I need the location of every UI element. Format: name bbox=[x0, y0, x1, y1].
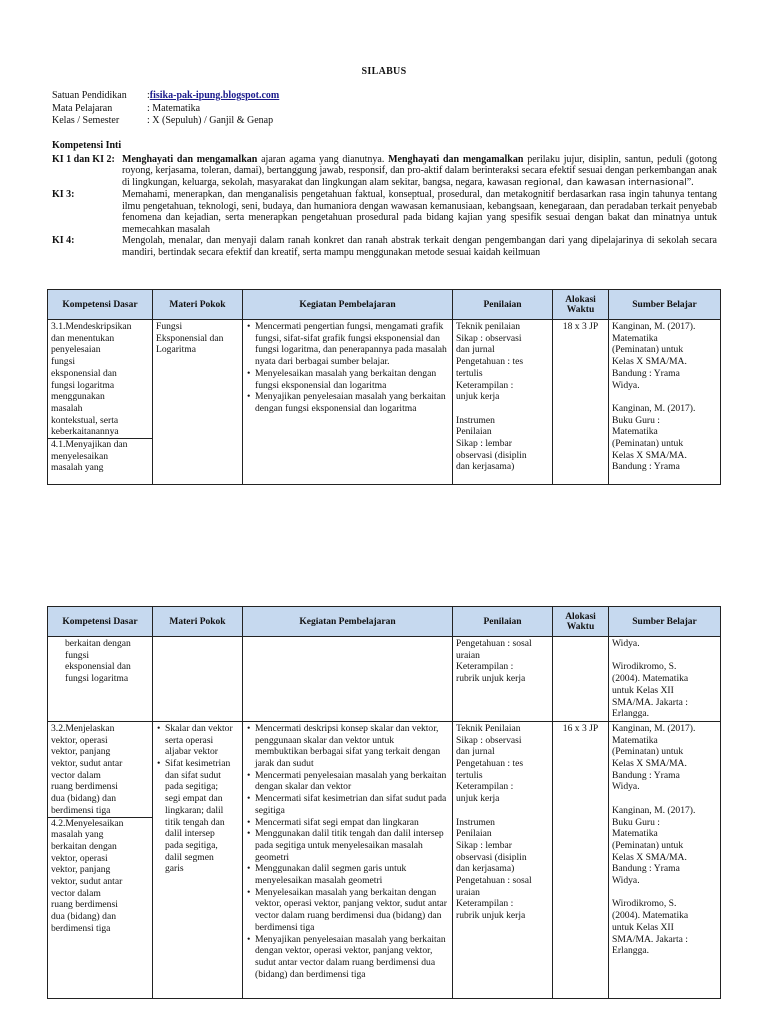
text-line: vector dalam bbox=[51, 887, 101, 899]
text-line: Keterampilan : bbox=[456, 898, 514, 910]
ki-text-part: regional, dan kawasan internasional bbox=[524, 177, 687, 188]
text-line: Erlangga. bbox=[612, 708, 650, 720]
text-line: Fungsi bbox=[156, 321, 183, 332]
table-row bbox=[48, 721, 721, 998]
text-line: dan kerjasama) bbox=[456, 461, 515, 473]
ki-text: Memahami, menerapkan, dan menganalisis pengetahuan faktual, konseptual, prosedural, dan metakognitif berdasarkan rasa ingin tahunya tentang ilmu pengetahuan, teknologi, seni, budaya, dan humaniora dengan wawasan kemanusiaan, kebangsaan, kenegaraan, dan peradaban terkait penyebab fenomena dan kejadian, serta menerapkan pengetahuan prosedural pada bidang kajian yang spesifik sesuai dengan bakat dan minatnya untuk memecahkan masalah bbox=[122, 189, 717, 235]
text-line: (Peminatan) untuk bbox=[612, 746, 684, 758]
activity-item: • Menggunakan dalil segmen garis untuk menyelesaikan masalah geometri bbox=[255, 863, 449, 886]
text-line: Widya. bbox=[612, 781, 640, 793]
kd-cell bbox=[48, 320, 153, 485]
aw-cell bbox=[553, 637, 609, 722]
meta-row-satuan bbox=[52, 90, 279, 103]
text-line: 3.2.Menjelaskan bbox=[51, 722, 115, 734]
text-line: Kanginan, M. (2017). bbox=[612, 804, 696, 816]
sb-cell bbox=[609, 637, 721, 722]
aw-cell: 18 x 3 JP bbox=[553, 320, 609, 485]
text-line: Erlangga. bbox=[612, 945, 650, 957]
text-line bbox=[612, 887, 717, 899]
text-line: Bandung : Yrama bbox=[612, 461, 680, 473]
text-line: berdimensi tiga bbox=[51, 922, 111, 934]
meta-label: Satuan Pendidikan bbox=[52, 90, 127, 101]
ki-bold: Menghayati dan mengamalkan bbox=[122, 153, 258, 165]
text-line: vektor, operasi bbox=[51, 734, 108, 746]
text-line: Teknik penilaian bbox=[456, 321, 521, 332]
activity-item: • Mencermati pengertian fungsi, mengamati grafik fungsi, sifat-sifat grafik fungsi eksponensial dan fungsi logaritma, dan penerapannya pada masalah nyata dari berbagai sumber belajar. bbox=[255, 321, 449, 368]
text-line: Kanginan, M. (2017). bbox=[612, 722, 696, 734]
meta-label: Mata Pelajaran bbox=[52, 102, 113, 114]
kd-cont bbox=[51, 638, 149, 685]
text-line: unjuk kerja bbox=[456, 391, 500, 403]
header-mp: Materi Pokok bbox=[153, 607, 243, 637]
text-line: ruang berdimensi bbox=[51, 781, 118, 793]
ki-text: Mengolah, menalar, dan menyaji dalam ranah konkret dan ranah abstrak terkait dengan pengembangan dari yang dipelajarinya di sekolah secara mandiri, bertindak secara efektif dan kreatif, serta mampu menggunakan metode sesuai kaidah keilmuan bbox=[122, 235, 717, 258]
text-line: berkaitan dengan bbox=[51, 840, 117, 852]
text-line: Matematika bbox=[612, 426, 658, 438]
text-line: Pengetahuan : tes bbox=[456, 758, 524, 770]
text-line: serta operasi bbox=[165, 734, 214, 746]
text-line: Bandung : Yrama bbox=[612, 769, 680, 781]
table-row bbox=[48, 320, 721, 485]
kompetensi-inti bbox=[52, 140, 717, 258]
ki-text-part: perilaku jujur, disiplin, santun, peduli (gotong royong, kerjasama, toleran, damai), bertanggung jawab, responsif, dan pro-aktif dalam berinteraksi secara efektif sesuai dengan perkembangan anak di lingkungan, keluarga, sekolah, masyarakat dan lingkungan alam sekitar, bangsa, negara, kawasan bbox=[122, 153, 718, 188]
text-line: ruang berdimensi bbox=[51, 899, 118, 911]
text-line: dan jurnal bbox=[456, 746, 495, 758]
table-header bbox=[48, 607, 721, 637]
kd-4-2 bbox=[48, 817, 152, 935]
text-line: eksponensial dan bbox=[51, 367, 117, 379]
text-line: fungsi logaritma bbox=[65, 673, 129, 685]
text-line: rubrik unjuk kerja bbox=[456, 910, 526, 922]
text-line: masalah yang bbox=[51, 829, 104, 841]
blog-link[interactable]: fisika-pak-ipung.blogspot.com bbox=[149, 90, 280, 101]
mp-cell bbox=[153, 637, 243, 722]
meta-value: : bbox=[147, 90, 150, 101]
text-line bbox=[456, 805, 549, 817]
text-line: Pengetahuan : sosal bbox=[456, 638, 532, 649]
text-line: dalil intersep bbox=[165, 828, 215, 840]
text-line: (Peminatan) untuk bbox=[612, 438, 684, 450]
text-line: untuk Kelas XII bbox=[612, 921, 674, 933]
text-line: menggunakan bbox=[51, 391, 105, 403]
text-line: Teknik Penilaian bbox=[456, 722, 521, 734]
text-line: unjuk kerja bbox=[456, 793, 500, 805]
text-line: masalah bbox=[51, 402, 83, 414]
pn-cell bbox=[453, 637, 553, 722]
mp-cell bbox=[153, 721, 243, 998]
aw-cell: 16 x 3 JP bbox=[553, 721, 609, 998]
text-line: vektor, operasi bbox=[51, 852, 108, 864]
text-line: Penilaian bbox=[456, 426, 492, 438]
activity-item: • Mencermati deskripsi konsep skalar dan vektor, penggunaan skalar dan vektor untuk membuktikan berbagai sifat yang terkait dengan jarak dan sudut bbox=[255, 723, 449, 770]
text-line: garis bbox=[165, 863, 184, 875]
text-line: lingkaran; dalil bbox=[165, 804, 224, 816]
text-line: vektor, sudut antar bbox=[51, 758, 123, 770]
text-line: dan menentukan bbox=[51, 332, 115, 344]
text-line: Keterampilan : bbox=[456, 661, 514, 673]
text-line: Kelas X SMA/MA. bbox=[612, 851, 687, 863]
header-sb: Sumber Belajar bbox=[609, 607, 721, 637]
header-pn: Penilaian bbox=[453, 607, 553, 637]
text-line: Kanginan, M. (2017). bbox=[612, 402, 696, 414]
kd-cell bbox=[48, 637, 153, 722]
text-line: dua (bidang) dan bbox=[51, 793, 117, 805]
ki-text-part: ”. bbox=[686, 176, 694, 188]
activity-item: • Menggunakan dalil titik tengah dan dalil intersep pada segitiga untuk menyelesaikan masalah geometri bbox=[255, 828, 449, 863]
text-line: Instrumen bbox=[456, 414, 495, 426]
text-line: kontekstual, serta bbox=[51, 414, 119, 426]
text-line: vektor, panjang bbox=[51, 746, 111, 758]
text-line: vektor, panjang bbox=[51, 864, 111, 876]
text-line: Pengetahuan : sosal bbox=[456, 875, 532, 887]
ki-label: KI 3: bbox=[52, 189, 75, 200]
text-line: • Sifat kesimetrian bbox=[165, 758, 231, 770]
header-aw: Alokasi Waktu bbox=[553, 290, 609, 320]
text-line: Buku Guru : bbox=[612, 414, 660, 426]
text-line: fungsi logaritma bbox=[51, 379, 115, 391]
syllabus-table-1 bbox=[47, 289, 721, 485]
pn-cell bbox=[453, 320, 553, 485]
sb-cell bbox=[609, 721, 721, 998]
text-line: Penilaian bbox=[456, 828, 492, 840]
text-line: fungsi bbox=[51, 356, 75, 368]
text-line: Kanginan, M. (2017). bbox=[612, 321, 696, 332]
text-line: berdimensi tiga bbox=[51, 804, 111, 816]
activity-item: • Mencermati penyelesaian masalah yang berkaitan dengan skalar dan vektor bbox=[255, 770, 449, 793]
text-line: Sikap : lembar bbox=[456, 839, 512, 851]
table-row bbox=[48, 637, 721, 722]
header-sb: Sumber Belajar bbox=[609, 290, 721, 320]
meta-label: Kelas / Semester bbox=[52, 115, 120, 126]
text-line: observasi (disiplin bbox=[456, 449, 527, 461]
meta-value: : X (Sepuluh) / Ganjil & Genap bbox=[147, 115, 274, 126]
text-line: tertulis bbox=[456, 367, 483, 379]
header-kp: Kegiatan Pembelajaran bbox=[243, 607, 453, 637]
ki-label: KI 1 dan KI 2: bbox=[52, 153, 115, 165]
activity-item: • Mencermati sifat kesimetrian dan sifat sudut pada segitiga bbox=[255, 793, 449, 816]
text-line: 4.1.Menyajikan dan bbox=[51, 439, 128, 451]
text-line: pada segitiga, bbox=[165, 839, 218, 851]
activity-item: • Menyajikan penyelesaian masalah yang berkaitan dengan vektor, operasi vektor, panjang vektor, sudut antar vector dalam ruang berdimensi dua (bidang) dan berdimensi tiga bbox=[255, 934, 449, 981]
header-kd: Kompetensi Dasar bbox=[48, 607, 153, 637]
text-line: SMA/MA. Jakarta : bbox=[612, 696, 688, 708]
document-meta bbox=[52, 90, 279, 128]
text-line: 3.1.Mendeskripsikan bbox=[51, 321, 132, 332]
text-line: Kelas X SMA/MA. bbox=[612, 449, 687, 461]
pn-cell bbox=[453, 721, 553, 998]
text-line: SMA/MA. Jakarta : bbox=[612, 933, 688, 945]
kp-cell bbox=[243, 320, 453, 485]
meta-value: : Matematika bbox=[147, 102, 201, 114]
mp-cell bbox=[153, 320, 243, 485]
ki-4 bbox=[52, 235, 717, 258]
header-kp: Kegiatan Pembelajaran bbox=[243, 290, 453, 320]
text-line: segi empat dan bbox=[165, 793, 223, 805]
text-line: masalah yang bbox=[51, 462, 104, 474]
header-kd: Kompetensi Dasar bbox=[48, 290, 153, 320]
text-line: fungsi bbox=[65, 649, 89, 661]
syllabus-table-2 bbox=[47, 606, 721, 999]
kd-4-1 bbox=[48, 438, 152, 474]
text-line: Widya. bbox=[612, 638, 640, 649]
meta-row-kelas bbox=[52, 115, 279, 128]
text-line: Matematika bbox=[612, 828, 658, 840]
text-line: Sikap : observasi bbox=[456, 734, 522, 746]
text-line: untuk Kelas XII bbox=[612, 684, 674, 696]
text-line: 4.2.Menyelesaikan bbox=[51, 817, 124, 829]
text-line: (Peminatan) untuk bbox=[612, 344, 684, 356]
text-line: Matematika bbox=[612, 332, 658, 344]
text-line bbox=[612, 391, 717, 403]
header-mp: Materi Pokok bbox=[153, 290, 243, 320]
ki-bold: Menghayati dan mengamalkan bbox=[388, 153, 524, 165]
text-line: Widya. bbox=[612, 379, 640, 391]
ki-text-part: ajaran agama yang dianutnya. bbox=[257, 153, 389, 165]
text-line: • Skalar dan vektor bbox=[165, 722, 233, 734]
activity-item: • Mencermati sifat segi empat dan lingkaran bbox=[255, 817, 449, 829]
text-line: uraian bbox=[456, 886, 480, 898]
text-line: rubrik unjuk kerja bbox=[456, 673, 526, 685]
text-line: aljabar vektor bbox=[165, 746, 219, 758]
kd-3-2 bbox=[51, 723, 149, 817]
text-line: uraian bbox=[456, 649, 480, 661]
mp-item bbox=[165, 723, 239, 758]
kd-cell bbox=[48, 721, 153, 998]
ki-text bbox=[122, 154, 717, 190]
text-line: (Peminatan) untuk bbox=[612, 839, 684, 851]
text-line: pada segitiga; bbox=[165, 781, 219, 793]
text-line: Bandung : Yrama bbox=[612, 367, 680, 379]
kp-cell bbox=[243, 637, 453, 722]
ki-3 bbox=[52, 189, 717, 235]
ki-label: KI 4: bbox=[52, 235, 75, 246]
text-line: eksponensial dan bbox=[65, 661, 131, 673]
text-line: dalil segmen bbox=[165, 851, 214, 863]
text-line: tertulis bbox=[456, 769, 483, 781]
kd-3-1 bbox=[51, 321, 149, 438]
meta-row-mapel bbox=[52, 103, 279, 116]
kp-cell bbox=[243, 721, 453, 998]
text-line: Widya. bbox=[612, 875, 640, 887]
text-line: Logaritma bbox=[156, 344, 196, 356]
kd-4-2-lines bbox=[51, 818, 149, 935]
text-line: dan sifat sudut bbox=[165, 769, 221, 781]
header-aw: Alokasi Waktu bbox=[553, 607, 609, 637]
text-line: keberkaitanannya bbox=[51, 426, 119, 438]
text-line bbox=[612, 650, 717, 662]
text-line: dan jurnal bbox=[456, 344, 495, 356]
text-line: menyelesaikan bbox=[51, 450, 109, 462]
ki-heading: Kompetensi Inti bbox=[52, 140, 122, 151]
header-pn: Penilaian bbox=[453, 290, 553, 320]
kd-3-2-lines bbox=[51, 723, 149, 817]
text-line: dan kerjasama) bbox=[456, 863, 515, 875]
kp-list bbox=[246, 321, 449, 415]
text-line: Sikap : lembar bbox=[456, 438, 512, 450]
table-header bbox=[48, 290, 721, 320]
activity-item: • Menyelesaikan masalah yang berkaitan dengan vektor, operasi vektor, panjang vektor, sudut antar vector dalam ruang berdimensi dua (bidang) dan berdimensi tiga bbox=[255, 887, 449, 934]
text-line: Buku Guru : bbox=[612, 816, 660, 828]
mp-item bbox=[165, 758, 239, 875]
page-title: SILABUS bbox=[361, 66, 407, 77]
text-line: Bandung : Yrama bbox=[612, 863, 680, 875]
text-line: Kelas X SMA/MA. bbox=[612, 356, 687, 368]
text-line: (2004). Matematika bbox=[612, 910, 689, 922]
sb-cell bbox=[609, 320, 721, 485]
text-line: Instrumen bbox=[456, 816, 495, 828]
text-line bbox=[456, 403, 549, 415]
ki-1-2 bbox=[52, 154, 717, 190]
text-line: Wirodikromo, S. bbox=[612, 661, 677, 673]
text-line: Sikap : observasi bbox=[456, 332, 522, 344]
text-line: Kelas X SMA/MA. bbox=[612, 758, 687, 770]
mp-list bbox=[156, 723, 239, 875]
text-line bbox=[612, 793, 717, 805]
text-line: vektor, sudut antar bbox=[51, 876, 123, 888]
text-line: Wirodikromo, S. bbox=[612, 898, 677, 910]
text-line: vector dalam bbox=[51, 769, 101, 781]
text-line: Matematika bbox=[612, 734, 658, 746]
text-line: Keterampilan : bbox=[456, 781, 514, 793]
activity-item: • Menyelesaikan masalah yang berkaitan dengan fungsi eksponensial dan logaritma bbox=[255, 368, 449, 391]
text-line: berkaitan dengan bbox=[65, 638, 131, 649]
text-line: Eksponensial dan bbox=[156, 332, 224, 344]
text-line: Pengetahuan : tes bbox=[456, 356, 524, 368]
text-line: titik tengah dan bbox=[165, 816, 225, 828]
text-line: dua (bidang) dan bbox=[51, 911, 117, 923]
text-line: observasi (disiplin bbox=[456, 851, 527, 863]
text-line: (2004). Matematika bbox=[612, 673, 689, 685]
kp-list bbox=[246, 723, 449, 980]
activity-item: • Menyajikan penyelesaian masalah yang berkaitan dengan fungsi eksponensial dan logaritma bbox=[255, 391, 449, 414]
text-line: Keterampilan : bbox=[456, 379, 514, 391]
text-line: penyelesaian bbox=[51, 344, 101, 356]
